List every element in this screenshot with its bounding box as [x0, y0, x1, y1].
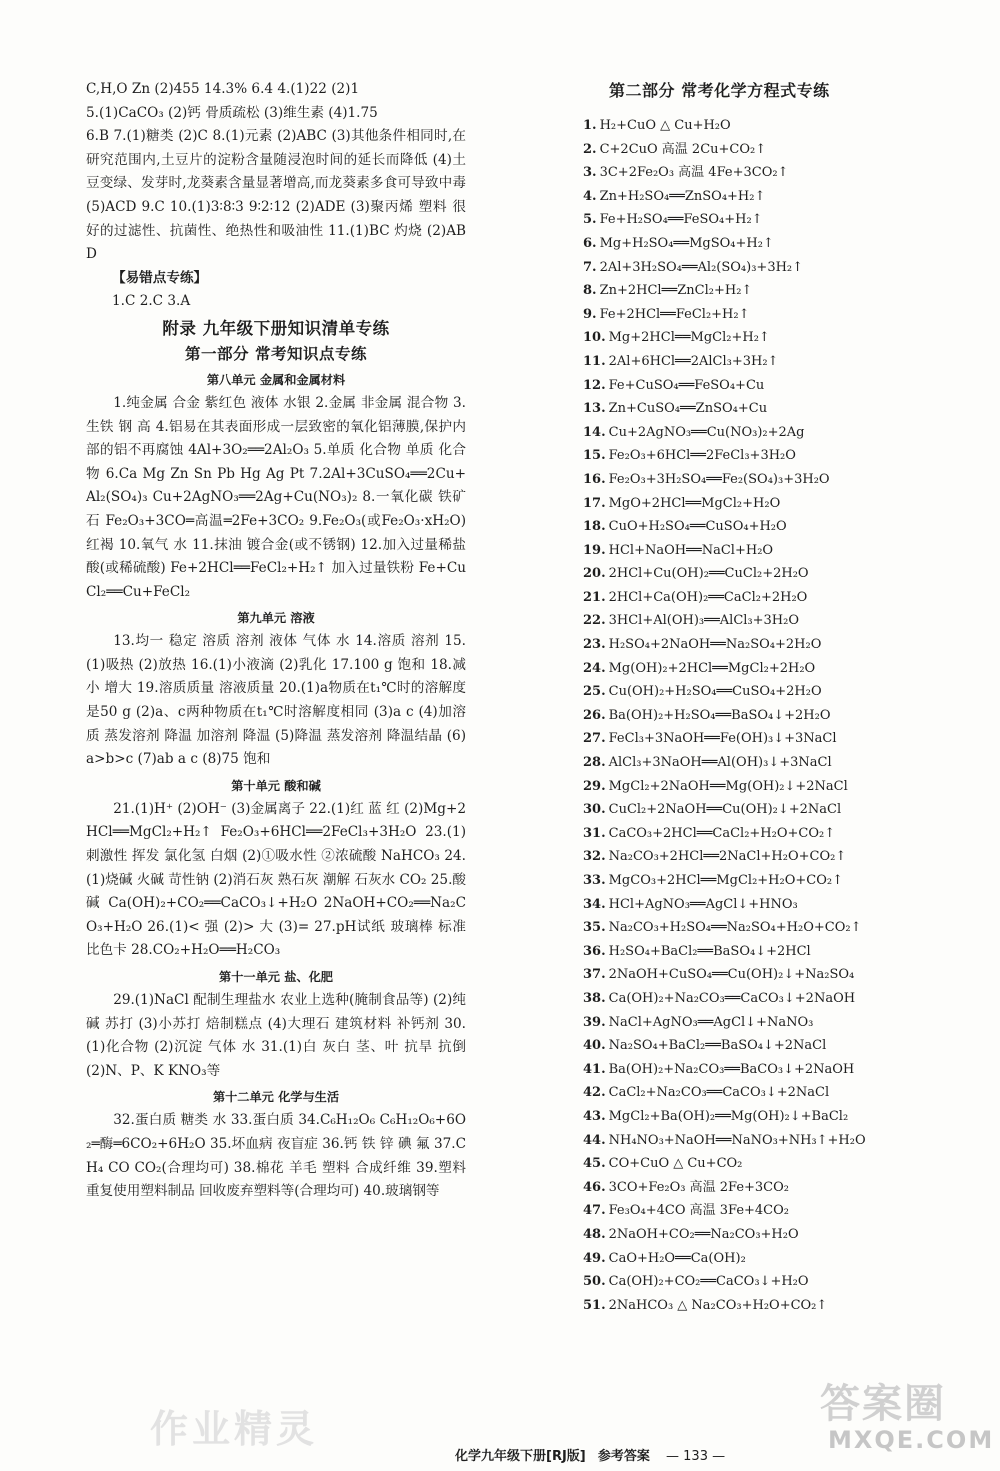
equation-number: 5. — [583, 212, 597, 228]
equation-row — [583, 1058, 913, 1082]
equation-row — [583, 397, 913, 421]
equation-row — [583, 775, 913, 799]
equation-text: NH₄NO₃+NaOH══NaNO₃+NH₃↑+H₂O — [608, 1132, 866, 1148]
equation-number: 27. — [583, 731, 606, 747]
equation-row — [583, 704, 913, 728]
watermark-right-url: MXQE.COM — [828, 1426, 995, 1454]
appendix-title: 附录 九年级下册知识清单专练 — [162, 318, 390, 338]
equation-row — [583, 633, 913, 657]
equation-text: Mg+H₂SO₄══MgSO₄+H₂↑ — [599, 235, 774, 251]
equation-number: 28. — [583, 755, 606, 771]
equation-number: 50. — [583, 1274, 606, 1290]
equation-number: 48. — [583, 1226, 606, 1242]
equation-row — [583, 1176, 913, 1200]
equation-number: 44. — [583, 1132, 606, 1148]
equation-number: 6. — [583, 235, 597, 251]
answer-line-2: 5.(1)CaCO₃ (2)钙 骨质疏松 (3)维生素 (4)1.75 — [86, 104, 378, 121]
equation-text: 2NaHCO₃ △ Na₂CO₃+H₂O+CO₂↑ — [608, 1297, 828, 1313]
unit-9-answers: 13.均一 稳定 溶质 溶剂 液体 气体 水 14.溶质 溶剂 15.(1)吸热 (2)放热 16.(1)小液滴 (2)乳化 17.100 g 饱和 18.减小 增大 19.溶质质量 溶液质量 20.(1)a物质在t₁℃时的溶解度是50 g (2)a、c两种物质在t₁℃时溶解度相同 (3)a c (4)加溶质 蒸发溶剂 降温 加溶剂 降温 (5)降温 蒸发溶剂 降温结晶 (6)a>b>c (7)ab a c (8)75 饱和 — [86, 633, 466, 768]
equation-number: 45. — [583, 1156, 606, 1172]
unit-12-answers: 32.蛋白质 糖类 水 33.蛋白质 34.C₆H₁₂O₆ C₆H₁₂O₆+6O₂═酶═6CO₂+6H₂O 35.坏血病 夜盲症 36.钙 铁 锌 碘 氟 37.CH₄ CO CO₂(合理均可) 38.棉花 羊毛 塑料 合成纤维 39.塑料 重复使用塑料制品 回收废弃塑料等(合理均可) 40.玻璃钢等 — [86, 1112, 466, 1200]
equation-row — [583, 609, 913, 633]
equation-text: CaO+H₂O══Ca(OH)₂ — [608, 1250, 746, 1266]
equation-text: 3C+2Fe₂O₃ 高温 4Fe+3CO₂↑ — [599, 165, 789, 181]
equation-number: 31. — [583, 825, 606, 841]
part1-title: 第一部分 常考知识点专练 — [185, 344, 367, 363]
equation-row — [583, 751, 913, 775]
equation-row — [583, 374, 913, 398]
equation-number: 10. — [583, 330, 606, 346]
equation-number: 40. — [583, 1038, 606, 1054]
equation-row — [583, 1223, 913, 1247]
equation-text: 2NaOH+CuSO₄══Cu(OH)₂↓+Na₂SO₄ — [608, 967, 855, 983]
equation-number: 18. — [583, 519, 606, 535]
equation-number: 22. — [583, 613, 606, 629]
equation-number: 46. — [583, 1179, 606, 1195]
equation-text: Ca(OH)₂+CO₂══CaCO₃↓+H₂O — [608, 1274, 809, 1290]
watermark-left: 作业精灵 — [150, 1407, 319, 1451]
equation-number: 26. — [583, 707, 606, 723]
unit-10-answers: 21.(1)H⁺ (2)OH⁻ (3)金属离子 22.(1)红 蓝 红 (2)Mg+2HCl══MgCl₂+H₂↑ Fe₂O₃+6HCl══2FeCl₃+3H₂O 23.(1)刺激性 挥发 氯化氢 白烟 (2)①吸水性 ②浓硫酸 NaHCO₃ 24.(1)烧碱 火碱 苛性钠 (2)消石灰 熟石灰 潮解 石灰水 CO₂ 25.酸 碱 Ca(OH)₂+CO₂══CaCO₃↓+H₂O 2NaOH+CO₂══Na₂CO₃+H₂O 26.(1)< 强 (2)> 大 (3)= 27.pH试纸 玻璃棒 标准比色卡 28.CO₂+H₂O══H₂CO₃ — [86, 800, 466, 959]
equation-text: H₂+CuO △ Cu+H₂O — [599, 118, 731, 133]
watermark-right-logo: 答案圈 — [820, 1381, 946, 1427]
equation-text: Mg(OH)₂+2HCl══MgCl₂+2H₂O — [608, 660, 816, 676]
equation-number: 3. — [583, 165, 597, 181]
equation-row — [583, 1247, 913, 1271]
equation-number: 38. — [583, 990, 606, 1006]
equation-text: Mg+2HCl══MgCl₂+H₂↑ — [608, 330, 770, 346]
equation-row — [583, 468, 913, 492]
equation-row — [583, 303, 913, 327]
equation-number: 25. — [583, 684, 606, 700]
equation-number: 34. — [583, 896, 606, 912]
equation-row — [583, 138, 913, 162]
error-section-answers: 1.C 2.C 3.A — [112, 293, 191, 310]
equation-number: 15. — [583, 448, 606, 464]
equation-row — [583, 869, 913, 893]
equation-text: CaCO₃+2HCl══CaCl₂+H₂O+CO₂↑ — [608, 825, 836, 841]
equation-text: Zn+H₂SO₄══ZnSO₄+H₂↑ — [599, 188, 766, 204]
equation-text: Ba(OH)₂+Na₂CO₃══BaCO₃↓+2NaOH — [608, 1061, 855, 1077]
equation-number: 7. — [583, 259, 597, 275]
equation-row — [583, 1129, 913, 1153]
equation-number: 13. — [583, 401, 606, 417]
equation-number: 19. — [583, 542, 606, 558]
equation-text: Fe+CuSO₄══FeSO₄+Cu — [608, 377, 765, 393]
equation-text: MgCO₃+2HCl══MgCl₂+H₂O+CO₂↑ — [608, 873, 843, 888]
equation-row — [583, 515, 913, 539]
equation-row — [583, 987, 913, 1011]
equation-row — [583, 893, 913, 917]
equation-text: Ca(OH)₂+Na₂CO₃══CaCO₃↓+2NaOH — [608, 990, 856, 1006]
equation-text: 2Al+3H₂SO₄══Al₂(SO₄)₃+3H₂↑ — [599, 259, 804, 275]
equation-text: Fe₂O₃+6HCl══2FeCl₃+3H₂O — [608, 448, 796, 464]
equation-text: MgCl₂+Ba(OH)₂══Mg(OH)₂↓+BaCl₂ — [608, 1108, 849, 1124]
equation-number: 41. — [583, 1061, 606, 1077]
equation-row — [583, 1294, 913, 1318]
equation-number: 30. — [583, 802, 606, 818]
equation-text: Cu(OH)₂+H₂SO₄══CuSO₄+2H₂O — [608, 684, 822, 700]
equation-number: 24. — [583, 660, 606, 676]
footer-book: 化学九年级下册[RJ版] — [455, 1449, 586, 1464]
unit-12-title: 第十二单元 化学与生活 — [212, 1090, 340, 1105]
unit-10-title: 第十单元 酸和碱 — [231, 778, 321, 793]
equation-row — [583, 185, 913, 209]
equation-row — [583, 326, 913, 350]
answer-line-3: 6.B 7.(1)糖类 (2)C 8.(1)元素 (2)ABC (3)其他条件相同时,在研究范围内,土豆片的淀粉含量随浸泡时间的延长而降低 (4)土豆变绿、发芽时,龙葵素含量显著增高,而龙葵素多食可导致中毒 (5)ACD 9.C 10.(1)3∶8∶3 9∶2∶12 (2)ADE (3)聚丙烯 塑料 很好的过滤性、抗菌性、绝热性和吸油性 11.(1)BC 灼烧 (2)ABD — [86, 128, 466, 263]
equation-text: 2HCl+Ca(OH)₂══CaCl₂+2H₂O — [608, 589, 808, 605]
equation-number: 29. — [583, 778, 606, 794]
equation-text: 3CO+Fe₂O₃ 高温 2Fe+3CO₂ — [608, 1179, 789, 1195]
equation-number: 42. — [583, 1085, 606, 1101]
equation-row — [583, 161, 913, 185]
equation-text: CuCl₂+2NaOH══Cu(OH)₂↓+2NaCl — [608, 802, 842, 818]
equation-text: Zn+CuSO₄══ZnSO₄+Cu — [608, 401, 768, 417]
unit-8-title: 第八单元 金属和金属材料 — [206, 372, 346, 387]
right-column — [583, 78, 913, 1317]
equation-row — [583, 539, 913, 563]
equation-text: Fe+2HCl══FeCl₂+H₂↑ — [599, 306, 750, 322]
equation-row — [583, 963, 913, 987]
equation-text: H₂SO₄+BaCl₂══BaSO₄↓+2HCl — [608, 943, 811, 959]
equation-text: 2NaOH+CO₂══Na₂CO₃+H₂O — [608, 1226, 799, 1242]
equation-text: NaCl+AgNO₃══AgCl↓+NaNO₃ — [608, 1014, 814, 1030]
equation-row — [583, 1081, 913, 1105]
equation-number: 35. — [583, 920, 606, 936]
equation-row — [583, 798, 913, 822]
equation-number: 39. — [583, 1014, 606, 1030]
part2-title: 第二部分 常考化学方程式专练 — [609, 81, 830, 100]
equation-text: 3HCl+Al(OH)₃══AlCl₃+3H₂O — [608, 613, 800, 629]
equation-row — [583, 421, 913, 445]
equation-number: 47. — [583, 1203, 606, 1219]
equation-text: FeCl₃+3NaOH══Fe(OH)₃↓+3NaCl — [608, 731, 837, 747]
equation-number: 8. — [583, 283, 597, 299]
unit-8-answers: 1.纯金属 合金 紫红色 液体 水银 2.金属 非金属 混合物 3.生铁 钢 高 4.铝易在其表面形成一层致密的氧化铝薄膜,保护内部的铝不再腐蚀 4Al+3O₂══2Al₂O₃ 5.单质 化合物 单质 化合物 6.Ca Mg Zn Sn Pb Hg Ag Pt 7.2Al+3CuSO₄══2Cu+Al₂(SO₄)₃ Cu+2AgNO₃══2Ag+Cu(NO₃)₂ 8.一氧化碳 铁矿石 Fe₂O₃+3CO═高温═2Fe+3CO₂ 9.Fe₂O₃(或Fe₂O₃·xH₂O) 红褐 10.氧气 水 11.抹油 镀合金(或不锈钢) 12.加入过量稀盐酸(或稀硫酸) Fe+2HCl══FeCl₂+H₂↑ 加入过量铁粉 Fe+CuCl₂══Cu+FeCl₂ — [86, 394, 466, 600]
equation-text: 2HCl+Cu(OH)₂══CuCl₂+2H₂O — [608, 566, 809, 582]
equation-row — [583, 680, 913, 704]
equation-row — [583, 562, 913, 586]
watermark-right — [820, 1372, 995, 1462]
equation-text: HCl+AgNO₃══AgCl↓+HNO₃ — [608, 896, 798, 912]
equation-row — [583, 1199, 913, 1223]
equation-row — [583, 586, 913, 610]
equation-text: AlCl₃+3NaOH══Al(OH)₃↓+3NaCl — [608, 755, 832, 771]
left-column — [86, 78, 466, 1204]
page-number: — 133 — — [666, 1449, 726, 1464]
equation-number: 14. — [583, 424, 606, 440]
error-section-title: 【易错点专练】 — [112, 269, 208, 286]
equation-row — [583, 279, 913, 303]
answer-line-1: C,H,O Zn (2)455 14.3% 6.4 4.(1)22 (2)1 — [86, 81, 360, 97]
equation-list — [583, 114, 913, 1317]
equation-number: 21. — [583, 589, 606, 605]
equation-row — [583, 1270, 913, 1294]
equation-number: 2. — [583, 141, 597, 157]
equation-row — [583, 1152, 913, 1176]
equation-number: 16. — [583, 471, 606, 487]
equation-text: 2Al+6HCl══2AlCl₃+3H₂↑ — [608, 353, 779, 369]
equation-number: 11. — [583, 353, 606, 369]
equation-text: MgO+2HCl══MgCl₂+H₂O — [608, 495, 781, 511]
equation-row — [583, 114, 913, 138]
equation-number: 43. — [583, 1108, 606, 1124]
equation-row — [583, 492, 913, 516]
equation-number: 23. — [583, 637, 606, 653]
equation-row — [583, 232, 913, 256]
equation-number: 20. — [583, 566, 606, 582]
equation-number: 33. — [583, 873, 606, 888]
equation-text: HCl+NaOH══NaCl+H₂O — [608, 542, 774, 558]
equation-number: 37. — [583, 967, 606, 983]
equation-number: 1. — [583, 118, 597, 133]
equation-text: Cu+2AgNO₃══Cu(NO₃)₂+2Ag — [608, 424, 805, 440]
equation-number: 49. — [583, 1250, 606, 1266]
equation-text: H₂SO₄+2NaOH══Na₂SO₄+2H₂O — [608, 637, 822, 653]
equation-row — [583, 350, 913, 374]
equation-row — [583, 916, 913, 940]
equation-number: 36. — [583, 943, 606, 959]
equation-row — [583, 940, 913, 964]
footer-section: 参考答案 — [597, 1449, 650, 1464]
equation-row — [583, 822, 913, 846]
equation-text: CuO+H₂SO₄══CuSO₄+H₂O — [608, 519, 787, 535]
equation-row — [583, 845, 913, 869]
unit-11-answers: 29.(1)NaCl 配制生理盐水 农业上选种(腌制食品等) (2)纯碱 苏打 (3)小苏打 焙制糕点 (4)大理石 建筑材料 补钙剂 30.(1)化合物 (2)沉淀 气体 水 31.(1)白 灰白 茎、叶 抗旱 抗倒 (2)N、P、K KNO₃等 — [86, 992, 466, 1079]
equation-row — [583, 1011, 913, 1035]
equation-text: Fe₃O₄+4CO 高温 3Fe+4CO₂ — [608, 1203, 789, 1219]
equation-row — [583, 727, 913, 751]
equation-number: 17. — [583, 495, 606, 511]
equation-row — [583, 444, 913, 468]
equation-row — [583, 256, 913, 280]
equation-text: C+2CuO 高温 2Cu+CO₂↑ — [599, 141, 767, 157]
equation-number: 4. — [583, 188, 597, 204]
equation-text: CO+CuO △ Cu+CO₂ — [608, 1156, 743, 1172]
unit-11-title: 第十一单元 盐、化肥 — [219, 970, 333, 984]
equation-row — [583, 657, 913, 681]
equation-text: Ba(OH)₂+H₂SO₄══BaSO₄↓+2H₂O — [608, 707, 831, 723]
equation-text: Fe+H₂SO₄══FeSO₄+H₂↑ — [599, 212, 763, 228]
equation-text: Fe₂O₃+3H₂SO₄══Fe₂(SO₄)₃+3H₂O — [608, 471, 830, 487]
equation-text: Zn+2HCl══ZnCl₂+H₂↑ — [599, 283, 753, 299]
equation-text: MgCl₂+2NaOH══Mg(OH)₂↓+2NaCl — [608, 778, 848, 794]
equation-number: 32. — [583, 849, 606, 865]
equation-number: 12. — [583, 377, 606, 393]
equation-number: 9. — [583, 306, 597, 322]
page-footer — [455, 1445, 725, 1464]
equation-row — [583, 208, 913, 232]
equation-row — [583, 1034, 913, 1058]
equation-text: Na₂CO₃+H₂SO₄══Na₂SO₄+H₂O+CO₂↑ — [608, 920, 862, 936]
equation-row — [583, 1105, 913, 1129]
equation-text: Na₂CO₃+2HCl══2NaCl+H₂O+CO₂↑ — [608, 849, 847, 865]
equation-text: Na₂SO₄+BaCl₂══BaSO₄↓+2NaCl — [608, 1038, 827, 1054]
unit-9-title: 第九单元 溶液 — [237, 611, 315, 626]
equation-text: CaCl₂+Na₂CO₃══CaCO₃↓+2NaCl — [608, 1085, 830, 1101]
equation-number: 51. — [583, 1297, 606, 1313]
